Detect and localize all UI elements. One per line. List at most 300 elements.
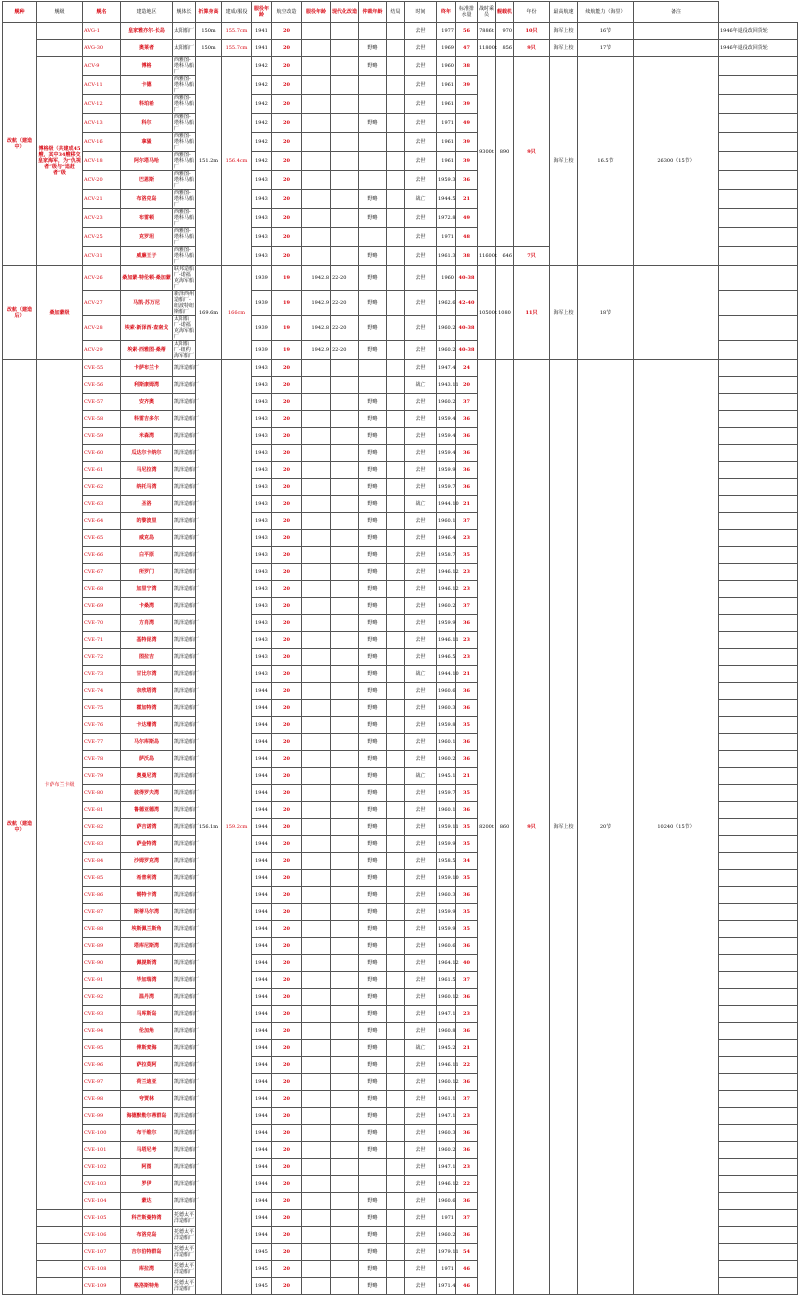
final-age: 37 [456, 513, 478, 530]
aviation-conversion [302, 394, 331, 411]
commission-year: 1944 [252, 1091, 272, 1108]
fate: 去世 [405, 291, 437, 316]
aviation-conversion [302, 989, 331, 1006]
shipyard: 凯泽造船厂 [173, 853, 196, 870]
commission-year: 1943 [252, 209, 272, 228]
arbitration-age [387, 1057, 405, 1074]
hull-number: CVE-60 [83, 445, 121, 462]
ship-name: 佩提斯湾 [121, 955, 173, 972]
fate-time: 1946.12 [437, 581, 456, 598]
remarks [719, 1057, 798, 1074]
shipyard: 凯泽造船厂 [173, 581, 196, 598]
aviation-conversion [302, 1210, 331, 1227]
aviation-conversion [302, 190, 331, 209]
service-age: 20 [272, 394, 302, 411]
arbitration-age [387, 341, 405, 360]
scaled-height: 155.7cm [222, 23, 252, 40]
hull-number: CVE-107 [83, 1244, 121, 1261]
column-header: 现代化改造 [331, 2, 359, 23]
arbitration-age [387, 1193, 405, 1210]
arbitration-age [387, 547, 405, 564]
shipyard: 西雅图-塔科马船厂 [174, 95, 195, 113]
table-row [3, 57, 798, 76]
conversion-age [331, 564, 359, 581]
modernization: 野略 [359, 445, 387, 462]
hull-number: CVE-61 [83, 462, 121, 479]
hull-length: 150m [196, 40, 222, 57]
modernization: 野略 [359, 598, 387, 615]
commission-year: 1944 [252, 1023, 272, 1040]
ship-name: 皇家雅亦尔·长岛 [121, 23, 173, 40]
table-row [3, 40, 798, 57]
hull-number: CVE-85 [83, 870, 121, 887]
crew: 890 [496, 57, 514, 247]
final-age: 36 [456, 428, 478, 445]
aviation-conversion [302, 683, 331, 700]
arbitration-age [387, 228, 405, 247]
final-age: 21 [456, 1040, 478, 1057]
fate: 去世 [405, 1108, 437, 1125]
service-age: 20 [272, 171, 302, 190]
final-age: 39 [456, 133, 478, 152]
column-header: 服役年龄 [302, 2, 331, 23]
fate-time: 1960.6 [437, 683, 456, 700]
final-age: 39 [456, 95, 478, 114]
arbitration-age [387, 955, 405, 972]
ship-name: 荷兰迪亚 [121, 1074, 173, 1091]
service-age: 20 [272, 785, 302, 802]
remarks [719, 247, 798, 266]
remarks [719, 1210, 798, 1227]
fate: 去世 [405, 152, 437, 171]
conversion-age [331, 377, 359, 394]
aircraft: 9只 [514, 360, 550, 1295]
modernization: 野略 [359, 291, 387, 316]
conversion-age [331, 819, 359, 836]
service-age: 20 [272, 955, 302, 972]
arbitration-age [387, 479, 405, 496]
hull-number: CVE-62 [83, 479, 121, 496]
shipyard: 凯泽造船厂 [173, 700, 196, 717]
service-age: 19 [272, 341, 302, 360]
conversion-age: 22-20 [331, 266, 359, 291]
fate-time: 1960.2 [437, 1142, 456, 1159]
hull-number: CVE-75 [83, 700, 121, 717]
arbitration-age [387, 666, 405, 683]
conversion-age [331, 547, 359, 564]
modernization: 野略 [359, 1193, 387, 1210]
conversion-age: 22-20 [331, 291, 359, 316]
commission-year: 1944 [252, 751, 272, 768]
arbitration-age [387, 1074, 405, 1091]
fate-time: 1958.7 [437, 547, 456, 564]
scaled-height: 159.2cm [222, 360, 252, 1295]
displacement: 11800t [478, 40, 496, 57]
shipyard: 凯泽造船厂 [173, 496, 196, 513]
fate-time: 1960.2 [437, 751, 456, 768]
remarks [719, 1125, 798, 1142]
modernization [359, 76, 387, 95]
aviation-conversion [302, 547, 331, 564]
service-age: 20 [272, 76, 302, 95]
aviation-conversion [302, 564, 331, 581]
hull-number: CVE-73 [83, 666, 121, 683]
remarks [719, 152, 798, 171]
ship-class: 博格级（共建成45艘，其中34艘移交皇家海军，为“仇视者”级与“追赶者”级 [37, 57, 83, 266]
hull-number: CVE-77 [83, 734, 121, 751]
shipyard: 凯泽造船厂 [173, 989, 196, 1006]
column-header: 续航能力（海里） [578, 2, 634, 23]
remarks [719, 700, 798, 717]
commission-year: 1944 [252, 955, 272, 972]
commission-year: 1943 [252, 666, 272, 683]
fate-time: 1960 [437, 57, 456, 76]
arbitration-age [387, 95, 405, 114]
shipyard: 凯泽造船厂 [173, 462, 196, 479]
final-age: 37 [456, 1091, 478, 1108]
shipyard: 凯泽造船厂 [173, 411, 196, 428]
fate-time: 1947.1 [437, 1006, 456, 1023]
shipyard: 凯泽造船厂 [173, 819, 196, 836]
conversion-age [331, 1176, 359, 1193]
ship-name: 蒙达 [121, 1193, 173, 1210]
modernization: 野略 [359, 717, 387, 734]
conversion-age [331, 938, 359, 955]
remarks [719, 836, 798, 853]
conversion-age [331, 904, 359, 921]
aviation-conversion [302, 360, 331, 377]
ship-name: 安齐奥 [121, 394, 173, 411]
modernization [359, 95, 387, 114]
conversion-age [331, 581, 359, 598]
arbitration-age [387, 649, 405, 666]
fate: 去世 [405, 615, 437, 632]
commission-year: 1942 [252, 152, 272, 171]
shipyard: 凯泽造船厂 [173, 615, 196, 632]
arbitration-age [387, 411, 405, 428]
fate: 去世 [405, 989, 437, 1006]
aviation-conversion [302, 581, 331, 598]
shipyard: 凯泽造船厂 [173, 445, 196, 462]
final-age: 37 [456, 972, 478, 989]
commission-year: 1943 [252, 428, 272, 445]
ship-name: 甘比尔湾 [121, 666, 173, 683]
conversion-age [331, 171, 359, 190]
remarks [719, 428, 798, 445]
final-age: 36 [456, 802, 478, 819]
commission-year: 1943 [252, 377, 272, 394]
shipyard: 西雅图-塔科马船厂 [174, 152, 195, 170]
arbitration-age [387, 564, 405, 581]
arbitration-age [387, 247, 405, 266]
fate-time: 1959.9 [437, 615, 456, 632]
commission-year: 1941 [252, 23, 272, 40]
remarks [719, 411, 798, 428]
hull-number: CVE-89 [83, 938, 121, 955]
aviation-conversion [302, 615, 331, 632]
aviation-conversion [302, 228, 331, 247]
aviation-conversion [302, 972, 331, 989]
hull-number: CVE-106 [83, 1227, 121, 1244]
shipyard: 凯泽造船厂 [173, 683, 196, 700]
shipyard: 新泽西州造船厂-纽波特纽斯船厂 [174, 291, 195, 315]
ship-name: 纳托马湾 [121, 479, 173, 496]
commission-year: 1939 [252, 266, 272, 291]
ship-name: 彼得罗夫湾 [121, 785, 173, 802]
final-age: 21 [456, 768, 478, 785]
shipyard: 凯泽造船厂 [173, 394, 196, 411]
aviation-conversion [302, 1108, 331, 1125]
conversion-age: 22-20 [331, 341, 359, 360]
remarks [719, 462, 798, 479]
fate-time: 1977 [437, 23, 456, 40]
remarks [719, 717, 798, 734]
remarks [719, 666, 798, 683]
ship-name: 白平原 [121, 547, 173, 564]
final-age: 35 [456, 717, 478, 734]
conversion-age [331, 247, 359, 266]
shipyard: 西雅图-塔科马船厂 [174, 190, 195, 208]
remarks [719, 360, 798, 377]
hull-number: CVE-56 [83, 377, 121, 394]
table-row [3, 266, 798, 291]
column-header: 时间 [405, 2, 437, 23]
modernization: 野略 [359, 411, 387, 428]
modernization: 野略 [359, 751, 387, 768]
modernization [359, 133, 387, 152]
modernization: 野略 [359, 428, 387, 445]
fate: 去世 [405, 1057, 437, 1074]
fate: 战亡 [405, 768, 437, 785]
modernization: 野略 [359, 1227, 387, 1244]
conversion-age [331, 1040, 359, 1057]
modernization [359, 23, 387, 40]
modernization: 野略 [359, 1261, 387, 1278]
aviation-conversion [302, 836, 331, 853]
final-age: 23 [456, 1108, 478, 1125]
hull-number: CVE-102 [83, 1159, 121, 1176]
final-age: 36 [456, 1193, 478, 1210]
commission-year: 1944 [252, 853, 272, 870]
fate-time: 1960.1 [437, 734, 456, 751]
conversion-age [331, 1278, 359, 1295]
hull-number: CVE-70 [83, 615, 121, 632]
arbitration-age [387, 23, 405, 40]
service-age: 20 [272, 972, 302, 989]
hull-number: CVE-100 [83, 1125, 121, 1142]
hull-number: CVE-68 [83, 581, 121, 598]
service-age: 20 [272, 683, 302, 700]
aviation-conversion [302, 751, 331, 768]
shipyard: 凯泽造船厂 [173, 734, 196, 751]
conversion-age [331, 683, 359, 700]
aviation-conversion [302, 870, 331, 887]
remarks [719, 564, 798, 581]
commission-year: 1942 [252, 114, 272, 133]
shipyard: 凯泽造船厂 [173, 1176, 196, 1193]
modernization: 野略 [359, 1108, 387, 1125]
hull-number: CVE-65 [83, 530, 121, 547]
rank: 海军上校 [550, 360, 578, 1295]
service-age: 20 [272, 445, 302, 462]
conversion-age [331, 717, 359, 734]
hull-number: ACV-29 [83, 341, 121, 360]
aviation-conversion [302, 802, 331, 819]
rank: 海军上校 [550, 40, 578, 57]
arbitration-age [387, 513, 405, 530]
fate-time: 1959.4 [437, 428, 456, 445]
fate: 去世 [405, 632, 437, 649]
fate-time: 1943.11 [437, 377, 456, 394]
commission-year: 1943 [252, 190, 272, 209]
shipyard: 凯泽造船厂 [173, 598, 196, 615]
aviation-conversion [302, 632, 331, 649]
final-age: 35 [456, 547, 478, 564]
fate: 去世 [405, 853, 437, 870]
service-age: 20 [272, 1074, 302, 1091]
ship-name: 威廉王子 [121, 247, 173, 266]
hull-number: CVE-96 [83, 1057, 121, 1074]
shipyard: 托德太平洋造船厂 [173, 1227, 196, 1244]
aviation-conversion [302, 1023, 331, 1040]
modernization: 野略 [359, 938, 387, 955]
ship-class [37, 1261, 83, 1278]
conversion-age [331, 1244, 359, 1261]
modernization: 野略 [359, 955, 387, 972]
remarks [719, 291, 798, 316]
service-age: 20 [272, 1023, 302, 1040]
arbitration-age [387, 802, 405, 819]
modernization: 野略 [359, 1210, 387, 1227]
service-age: 20 [272, 768, 302, 785]
final-age: 23 [456, 632, 478, 649]
modernization [359, 1176, 387, 1193]
arbitration-age [387, 152, 405, 171]
service-age: 20 [272, 1040, 302, 1057]
ship-name: 布雷顿 [121, 209, 173, 228]
hull-number: CVE-59 [83, 428, 121, 445]
hull-length: 151.2m [196, 57, 222, 266]
shipyard: 凯泽造船厂 [173, 1142, 196, 1159]
aviation-conversion [302, 209, 331, 228]
ship-name: 米森湾 [121, 428, 173, 445]
modernization: 野略 [359, 836, 387, 853]
fate-time: 1961 [437, 95, 456, 114]
commission-year: 1943 [252, 547, 272, 564]
final-age: 36 [456, 479, 478, 496]
aviation-conversion: 1942.8 [302, 266, 331, 291]
arbitration-age [387, 853, 405, 870]
conversion-age [331, 479, 359, 496]
aviation-conversion [302, 445, 331, 462]
final-age: 36 [456, 751, 478, 768]
fate: 去世 [405, 76, 437, 95]
ship-name: 沙姆罗克湾 [121, 853, 173, 870]
ship-name: 圣洛 [121, 496, 173, 513]
fate-time: 1959.9 [437, 904, 456, 921]
conversion-age [331, 1091, 359, 1108]
fate-time: 1961 [437, 76, 456, 95]
conversion-age [331, 530, 359, 547]
modernization: 野略 [359, 1040, 387, 1057]
aviation-conversion [302, 530, 331, 547]
commission-year: 1944 [252, 904, 272, 921]
crew: 646 [496, 247, 514, 266]
arbitration-age [387, 1091, 405, 1108]
final-age: 23 [456, 649, 478, 666]
aviation-conversion [302, 171, 331, 190]
remarks [719, 171, 798, 190]
ship-name: 斯蒂马尔湾 [121, 904, 173, 921]
arbitration-age [387, 190, 405, 209]
commission-year: 1944 [252, 836, 272, 853]
aircraft: 10只 [514, 23, 550, 40]
final-age: 36 [456, 683, 478, 700]
arbitration-age [387, 887, 405, 904]
fate-time: 1960.2 [437, 316, 456, 341]
final-age: 36 [456, 1125, 478, 1142]
modernization: 野略 [359, 209, 387, 228]
ship-name: 利斯康姆湾 [121, 377, 173, 394]
hull-length: 169.6m [196, 266, 222, 360]
ship-name: 埃斯佩兰斯角 [121, 921, 173, 938]
service-age: 20 [272, 209, 302, 228]
rank: 海军上校 [550, 57, 578, 266]
hull-number: CVE-92 [83, 989, 121, 1006]
aviation-conversion [302, 887, 331, 904]
shipyard: 太阳船厂 [173, 23, 196, 40]
ship-name: 科珀希 [121, 95, 173, 114]
remarks [719, 1108, 798, 1125]
commission-year: 1942 [252, 133, 272, 152]
fate: 去世 [405, 1278, 437, 1295]
hull-number: CVE-84 [83, 853, 121, 870]
remarks [719, 1091, 798, 1108]
final-age: 38 [456, 57, 478, 76]
modernization: 野略 [359, 513, 387, 530]
ship-class [37, 23, 83, 40]
conversion-age [331, 598, 359, 615]
column-header: 舰名 [83, 2, 121, 23]
commission-year: 1944 [252, 683, 272, 700]
shipyard: 凯泽造船厂 [173, 1108, 196, 1125]
fate: 去世 [405, 209, 437, 228]
hull-number: CVE-69 [83, 598, 121, 615]
final-age: 37 [456, 394, 478, 411]
commission-year: 1943 [252, 632, 272, 649]
ship-name: 基特昆湾 [121, 632, 173, 649]
remarks: 1946年退役改回货轮 [719, 23, 798, 40]
hull-number: CVE-58 [83, 411, 121, 428]
conversion-age [331, 666, 359, 683]
conversion-age [331, 411, 359, 428]
hull-number: CVE-83 [83, 836, 121, 853]
conversion-age [331, 133, 359, 152]
remarks [719, 228, 798, 247]
ship-name: 奥曼尼湾 [121, 768, 173, 785]
commission-year: 1943 [252, 171, 272, 190]
commission-year: 1943 [252, 649, 272, 666]
final-age: 22 [456, 1176, 478, 1193]
conversion-age [331, 1108, 359, 1125]
aviation-conversion [302, 768, 331, 785]
shipyard: 凯泽造船厂 [173, 360, 196, 377]
service-age: 20 [272, 114, 302, 133]
fate: 去世 [405, 751, 437, 768]
shipyard: 凯泽造船厂 [173, 938, 196, 955]
conversion-age [331, 445, 359, 462]
remarks [719, 734, 798, 751]
